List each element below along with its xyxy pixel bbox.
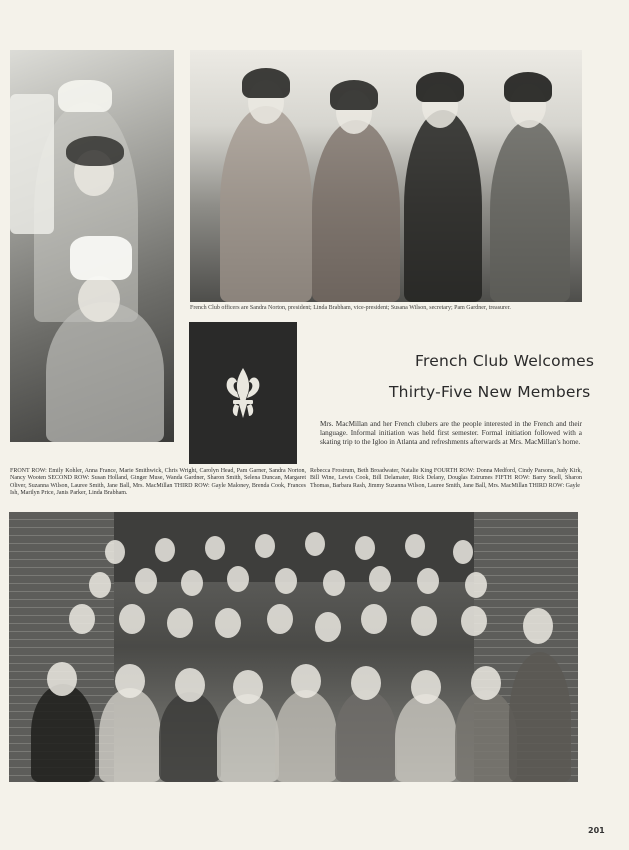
officers-photo bbox=[190, 50, 582, 302]
headline-line1: French Club Welcomes bbox=[415, 352, 595, 370]
group-photo bbox=[9, 512, 578, 782]
article-body: Mrs. MacMillan and her French clubers are the people interested in the French and their language. Informal initiation was held first semester. Formal initiation followed with a skating trip to the Igloo in Atlanta and refreshments afterwards at Mrs. MacMillan's home. bbox=[320, 420, 582, 446]
page-number: 201 bbox=[588, 826, 605, 835]
fleur-de-lis-icon bbox=[221, 366, 265, 420]
club-emblem bbox=[189, 322, 297, 464]
roster-right: Rebecca Frostrum, Beth Broadwater, Natalie King FOURTH ROW: Donna Medford, Cindy Parsons, Judy Kirk, Bill Wine, Lewis Cook, Bill Delamater, Rick Delany, Douglas Estrumes FIFTH ROW: Barry Snell, Sharon Thomas, Barbara Rash, Jimmy Suzanna Wilson, Lauree Smith, Jane Ball, Mrs. MacMillan THIRD ROW: Gayle bbox=[310, 468, 582, 489]
kitchen-photo bbox=[10, 50, 174, 442]
roster-left: FRONT ROW: Emily Kohler, Anna France, Marie Smithwick, Chris Wright, Carolyn Head, Pam Garner, Sandra Norton, Nancy Wooten SECOND ROW: Susan Holland, Ginger Muse, Wanda Gardner, Sharon Smith, Selena Duncan, Margaret Oliver, Suzanna Wilson, Lauree Smith, Jane Ball, Mrs. MacMillan THIRD ROW: Gayle Maloney, Brenda Cook, Frances Ish, Marilyn Price, Janis Parker, Linda Brabham. bbox=[10, 468, 306, 497]
headline-line2: Thirty-Five New Members bbox=[389, 383, 591, 401]
officers-caption: French Club officers are Sandra Norton, president; Linda Brabham, vice-president; Susana Wilson, secretary; Pam Gardner, treasurer. bbox=[190, 305, 511, 311]
